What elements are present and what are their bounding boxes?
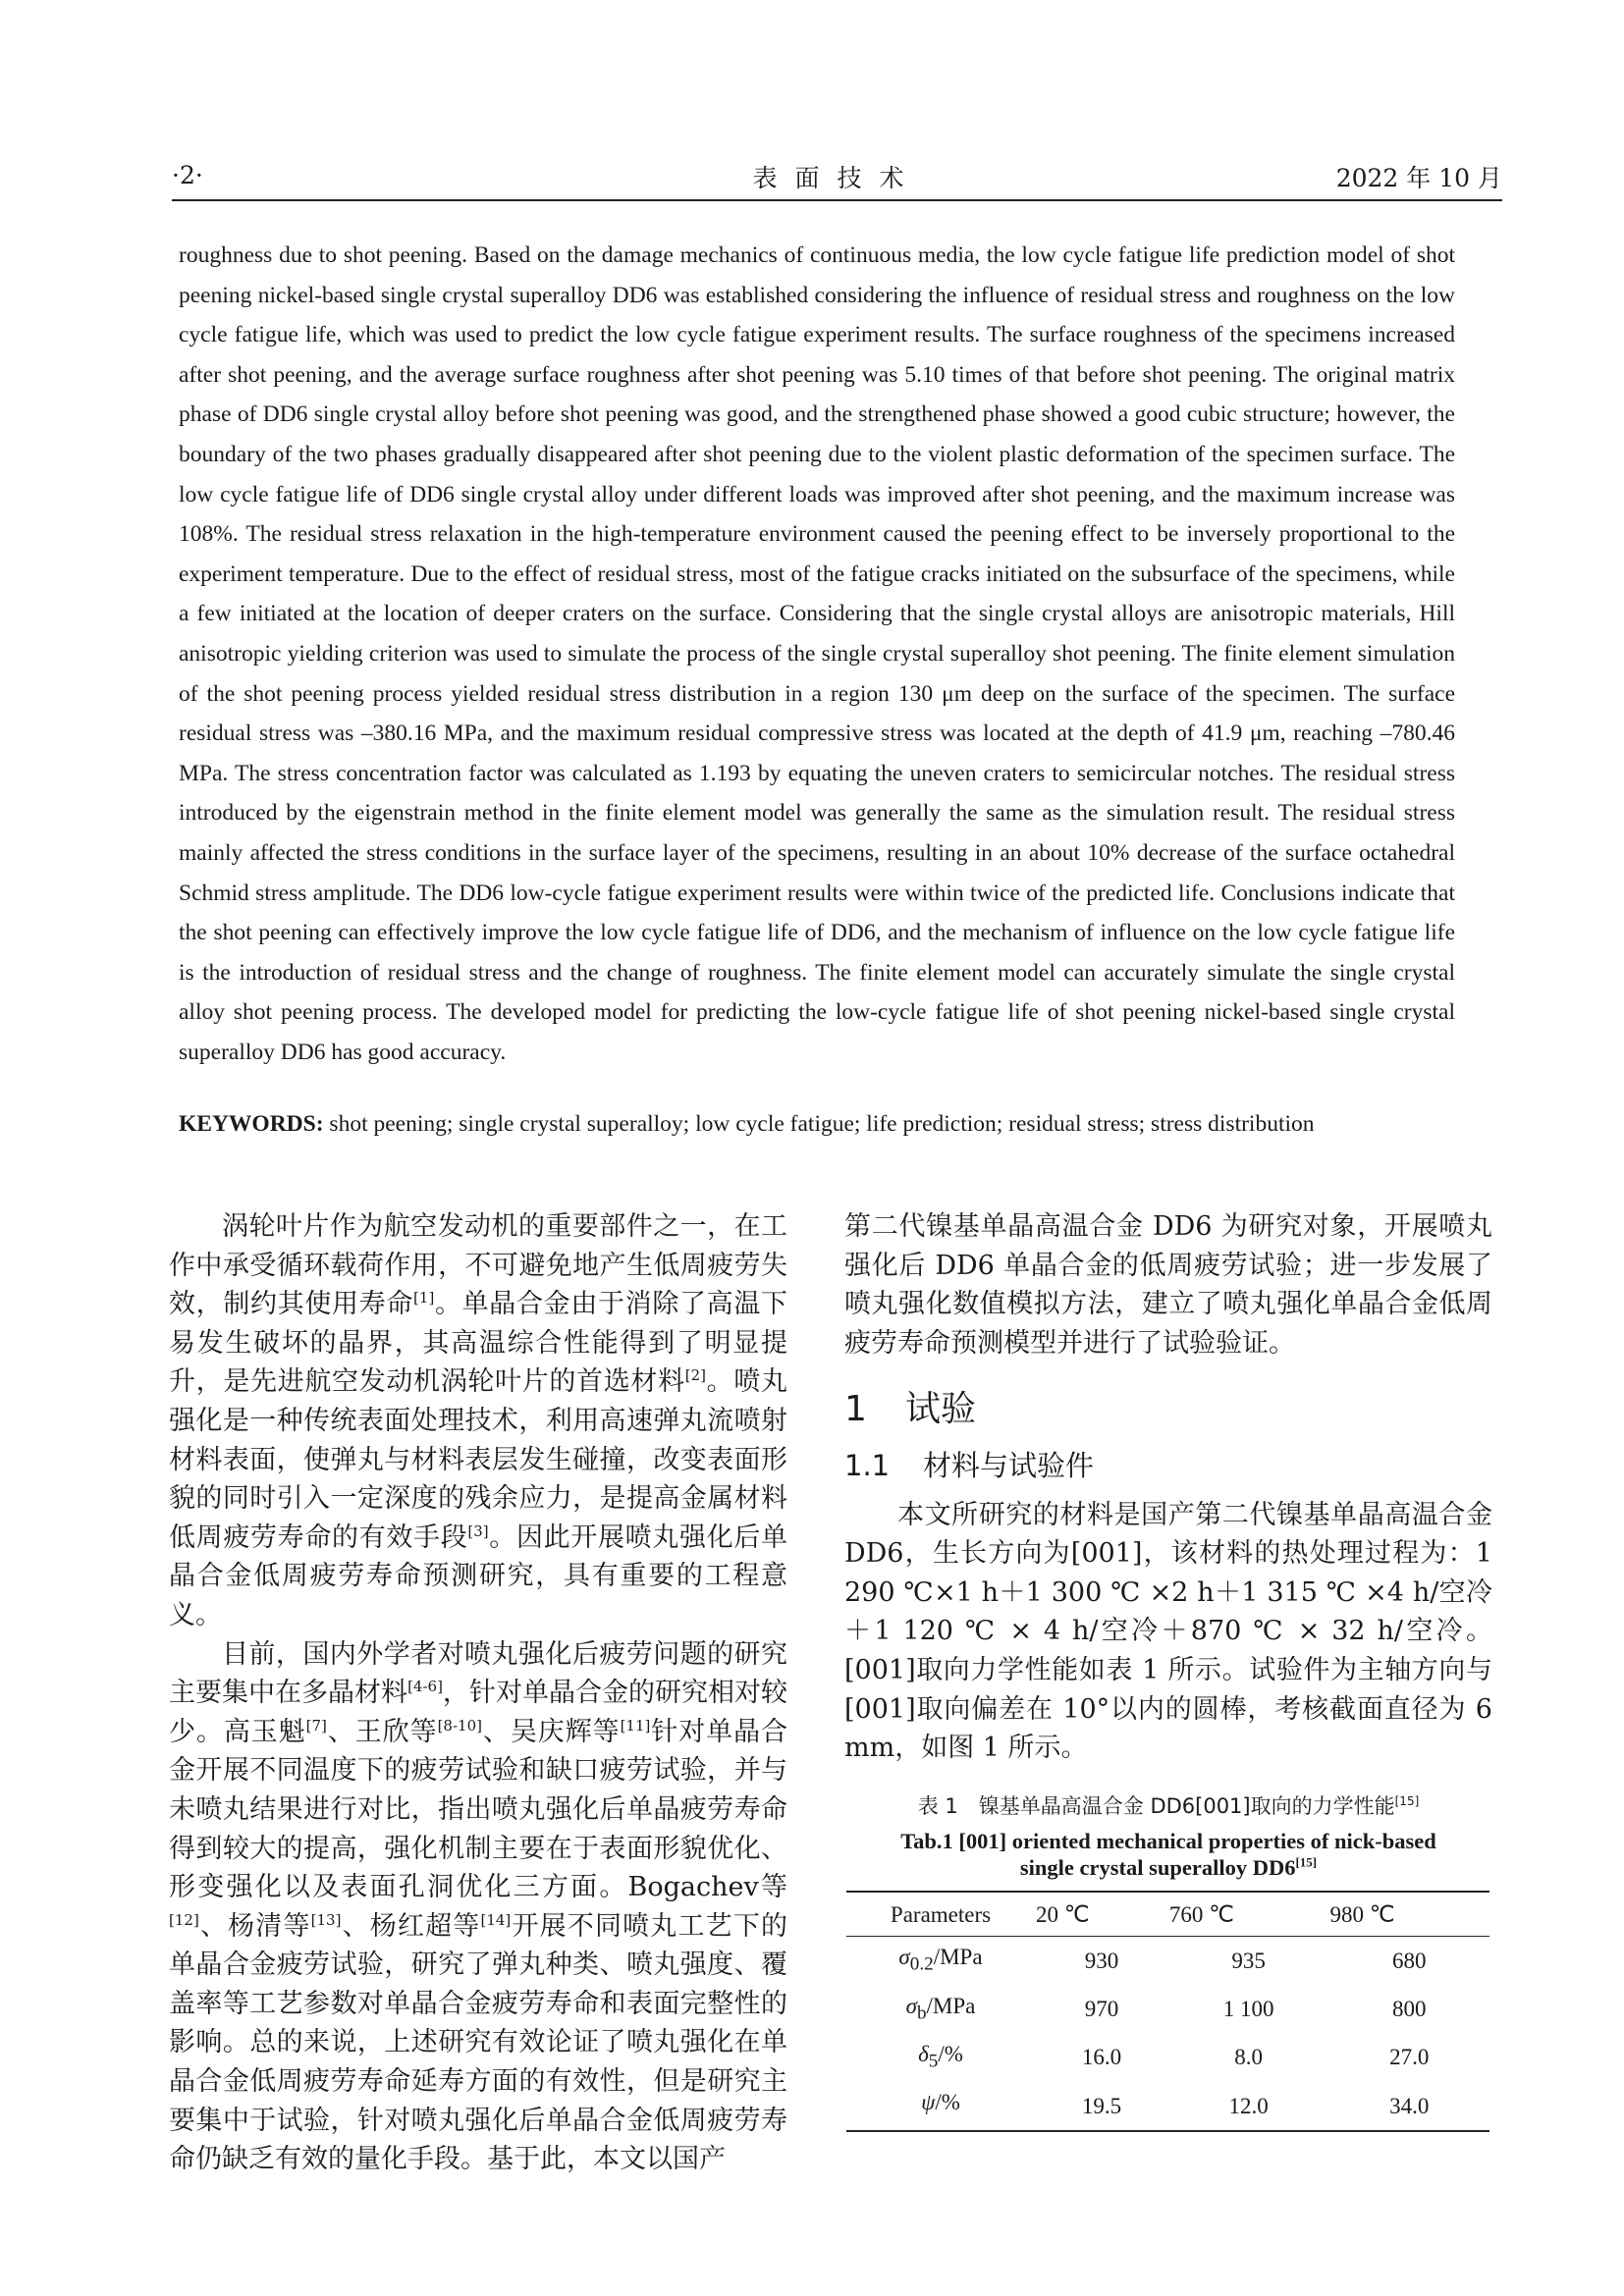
param-cell: $\sigma_b$/MPa bbox=[905, 1993, 976, 2024]
citation[interactable]: [2] bbox=[684, 1366, 706, 1385]
value-cell: 1 100 bbox=[1222, 1997, 1274, 2022]
citation[interactable]: [4-6] bbox=[407, 1678, 443, 1696]
citation[interactable]: [8-10] bbox=[437, 1716, 482, 1735]
paragraph-materials: 本文所研究的材料是国产第二代镍基单晶高温合金 DD6，生长方向为[001]，该材料的热处理过程为：1 290 ℃×1 h＋1 300 ℃ ×2 h＋1 315 ℃ ×4 h/空冷＋1 120 ℃ × 4 h/空冷＋870 ℃ × 32 h/空冷。[001]取向力学性能如表 1 所示。试验件为主轴方向与[001]取向偏差在 10°以内的圆棒，考核截面直径为 6 mm，如图 1 所示。 bbox=[844, 1499, 1492, 1764]
citation[interactable]: [14] bbox=[480, 1910, 512, 1929]
value-cell: 27.0 bbox=[1389, 2045, 1430, 2070]
value-cell: 935 bbox=[1231, 1949, 1266, 1974]
value-cell: 34.0 bbox=[1389, 2093, 1430, 2118]
table-row bbox=[846, 1937, 1489, 1986]
value-cell: 19.5 bbox=[1081, 2093, 1122, 2118]
mechanical-properties-table bbox=[846, 1891, 1489, 2132]
citation[interactable]: [11] bbox=[620, 1716, 651, 1735]
running-header bbox=[172, 157, 1502, 196]
right-column bbox=[844, 1207, 1492, 2132]
keywords bbox=[179, 1111, 1475, 1138]
citation[interactable]: [7] bbox=[305, 1716, 327, 1735]
subsection-heading: 1.1 材料与试验件 bbox=[844, 1448, 1095, 1482]
column-header: Parameters bbox=[890, 1901, 992, 1927]
param-cell: $\delta_5/\%$ bbox=[918, 2041, 963, 2072]
table-header-row bbox=[846, 1892, 1489, 1937]
column-header: 760 ℃ bbox=[1168, 1901, 1234, 1927]
param-cell: $\sigma_{0.2}$/MPa bbox=[898, 1945, 983, 1975]
value-cell: 800 bbox=[1391, 1997, 1427, 2022]
citation[interactable]: [12] bbox=[169, 1910, 199, 1929]
citation[interactable]: [1] bbox=[413, 1289, 435, 1308]
param-cell: ψ/% bbox=[921, 2089, 960, 2114]
journal-title: 表面技术 bbox=[752, 164, 922, 192]
table-row bbox=[846, 1986, 1489, 2034]
issue-date: 2022 年 10 月 bbox=[1335, 164, 1502, 192]
paragraph-intro: 涡轮叶片作为航空发动机的重要部件之一，在工作中承受循环载荷作用，不可避免地产生低周疲劳失效，制约其使用寿命[1]。单晶合金由于消除了高温下易发生破坏的晶界，其高温综合性能得到了明显提升，是先进航空发动机涡轮叶片的首选材料[2]。喷丸强化是一种传统表面处理技术，利用高速弹丸流喷射材料表面，使弹丸与材料表层发生碰撞，改变表面形貌的同时引入一定深度的残余应力，是提高金属材料低周疲劳寿命的有效手段[3]。因此开展喷丸强化后单晶合金低周疲劳寿命预测研究，具有重要的工程意义。 bbox=[169, 1211, 788, 1630]
left-column bbox=[169, 1207, 787, 2179]
page-number: ·2· bbox=[172, 161, 203, 189]
table-caption-cn: 表 1 镍基单晶高温合金 DD6[001]取向的力学性能[15] bbox=[917, 1793, 1420, 1818]
citation[interactable]: [13] bbox=[310, 1910, 342, 1929]
english-abstract: roughness due to shot peening. Based on the damage mechanics of continuous media, the low cycle fatigue life prediction model of shot peening nickel-based single crystal superalloy DD6 was established considering the influence of residual stress and roughness on the low cycle fatigue life, which was used to predict the low cycle fatigue experiment results. The surface roughness of the specimens increased after shot peening, and the average surface roughness after shot peening was 5.10 times of that before shot peening. The original matrix phase of DD6 single crystal alloy before shot peening was good, and the strengthened phase showed a good cubic structure; however, the boundary of the two phases gradually disappeared after shot peening due to the violent plastic deformation of the specimen surface. The low cycle fatigue life of DD6 single crystal alloy under different loads was improved after shot peening, and the maximum increase was 108%. The residual stress relaxation in the high-temperature environment caused the peening effect to be inversely proportional to the experiment temperature. Due to the effect of residual stress, most of the fatigue cracks initiated on the subsurface of the specimens, while a few initiated at the location of deeper craters on the surface. Considering that the single crystal alloys are anisotropic materials, Hill anisotropic yielding criterion was used to simulate the process of the single crystal superalloy shot peening. The finite element simulation of the shot peening process yielded residual stress distribution in a region 130 μm deep on the surface of the specimen. The surface residual stress was –380.16 MPa, and the maximum residual compressive stress was located at the depth of 41.9 μm, reaching –780.46 MPa. The stress concentration factor was calculated as 1.193 by equating the uneven craters to semicircular notches. The residual stress introduced by the eigenstrain method in the finite element model was generally the same as the simulation result. The residual stress mainly affected the stress conditions in the surface layer of the specimens, resulting in an about 10% decrease of the surface octahedral Schmid stress amplitude. The DD6 low-cycle fatigue experiment results were within twice of the predicted life. Conclusions indicate that the shot peening can effectively improve the low cycle fatigue life of DD6, and the mechanism of influence on the low cycle fatigue life is the introduction of residual stress and the change of roughness. The finite element model can accurately simulate the single crystal alloy shot peening process. The developed model for predicting the low-cycle fatigue life of shot peening nickel-based single crystal superalloy DD6 has good accuracy. bbox=[179, 242, 1455, 1065]
column-header: 980 ℃ bbox=[1329, 1901, 1395, 1927]
value-cell: 680 bbox=[1391, 1949, 1427, 1974]
value-cell: 8.0 bbox=[1234, 2045, 1264, 2070]
table-row bbox=[846, 2082, 1489, 2131]
value-cell: 970 bbox=[1084, 1997, 1119, 2022]
table-caption-en: Tab.1 [001] oriented mechanical properties of nick-based single crystal superalloy DD6[15] bbox=[900, 1829, 1436, 1881]
value-cell: 12.0 bbox=[1228, 2093, 1269, 2118]
header-rule bbox=[172, 199, 1502, 201]
table-row bbox=[846, 2034, 1489, 2082]
paragraph-continued: 第二代镍基单晶高温合金 DD6 为研究对象，开展喷丸强化后 DD6 单晶合金的低周疲劳试验；进一步发展了喷丸强化数值模拟方法，建立了喷丸强化单晶合金低周疲劳寿命预测模型并进行了试验验证。 bbox=[844, 1211, 1492, 1359]
paragraph-review: 目前，国内外学者对喷丸强化后疲劳问题的研究主要集中在多晶材料[4-6]，针对单晶合金的研究相对较少。高玉魁[7]、王欣等[8-10]、吴庆辉等[11]针对单晶合金开展不同温度下的疲劳试验和缺口疲劳试验，并与未喷丸结果进行对比，指出喷丸强化后单晶疲劳寿命得到较大的提高，强化机制主要在于表面形貌优化、形变强化以及表面孔洞优化三方面。Bogachev等[12]、杨清等[13]、杨红超等[14]开展不同喷丸工艺下的单晶合金疲劳试验，研究了弹丸种类、喷丸强度、覆盖率等工艺参数对单晶合金疲劳寿命和表面完整性的影响。总的来说，上述研究有效论证了喷丸强化在单晶合金低周疲劳寿命延寿方面的有效性，但是研究主要集中于试验，针对喷丸强化后单晶合金低周疲劳寿命仍缺乏有效的量化手段。基于此，本文以国产 bbox=[169, 1638, 788, 2175]
keywords-label: KEYWORDS: bbox=[179, 1111, 324, 1137]
column-header: 20 ℃ bbox=[1036, 1901, 1090, 1927]
citation[interactable]: [3] bbox=[467, 1522, 489, 1540]
keywords-text: shot peening; single crystal superalloy; low cycle fatigue; life prediction; residual stress; stress distribution bbox=[329, 1111, 1315, 1137]
value-cell: 930 bbox=[1084, 1949, 1119, 1974]
value-cell: 16.0 bbox=[1081, 2045, 1122, 2070]
section-heading: 1 试验 bbox=[844, 1389, 977, 1430]
